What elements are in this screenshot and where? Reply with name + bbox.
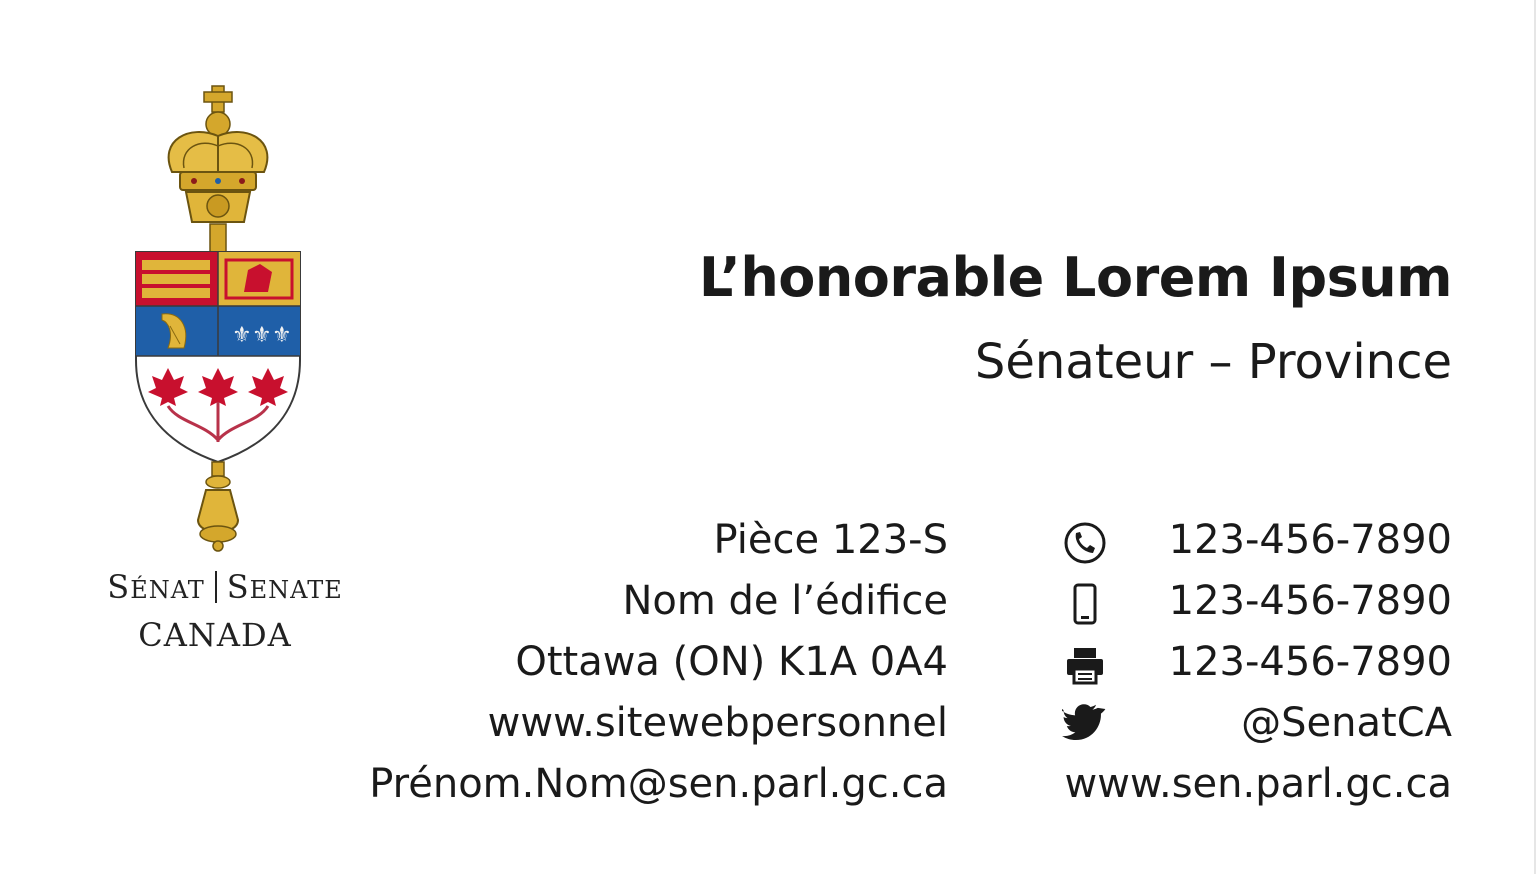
- twitter-icon: [1062, 703, 1108, 749]
- senate-website: www.sen.parl.gc.ca: [1064, 761, 1452, 807]
- contact-mobile-row: [1050, 573, 1452, 634]
- personal-website: www.sitewebpersonnel: [487, 700, 948, 746]
- wordmark-divider: [215, 571, 217, 603]
- canada-text: CANADA: [138, 616, 292, 654]
- phone-number: 123-456-7890: [1168, 517, 1452, 563]
- contact-block: [1050, 512, 1452, 817]
- address-block: [369, 512, 948, 817]
- svg-text:⚜: ⚜: [252, 323, 272, 348]
- senate-emblem-icon: [128, 80, 308, 555]
- email-address: Prénom.Nom@sen.parl.gc.ca: [369, 761, 948, 807]
- senate-wordmark: [80, 566, 370, 654]
- senate-text: ENATE: [249, 576, 343, 604]
- contact-website-row: [1050, 756, 1452, 817]
- contact-phone-row: [1050, 512, 1452, 573]
- svg-text:⚜: ⚜: [272, 323, 292, 348]
- fax-number: 123-456-7890: [1168, 639, 1452, 685]
- room-number: Pièce 123-S: [713, 517, 948, 563]
- fax-icon: [1062, 642, 1108, 688]
- contact-twitter-row: [1050, 695, 1452, 756]
- building-name: Nom de l’édifice: [622, 578, 948, 624]
- twitter-handle: @SenatCA: [1241, 700, 1452, 746]
- senator-name: L’honorable Lorem Ipsum: [698, 246, 1452, 309]
- city-postal: Ottawa (ON) K1A 0A4: [515, 639, 948, 685]
- contact-fax-row: [1050, 634, 1452, 695]
- senator-title: Sénateur – Province: [974, 334, 1452, 390]
- svg-text:⚜: ⚜: [232, 323, 252, 348]
- senat-text: ÉNAT: [130, 576, 205, 604]
- senate-wordmark-line1: SÉNAT SENATE: [107, 568, 343, 606]
- phone-icon: [1062, 520, 1108, 566]
- mobile-icon: [1062, 581, 1108, 627]
- mobile-number: 123-456-7890: [1168, 578, 1452, 624]
